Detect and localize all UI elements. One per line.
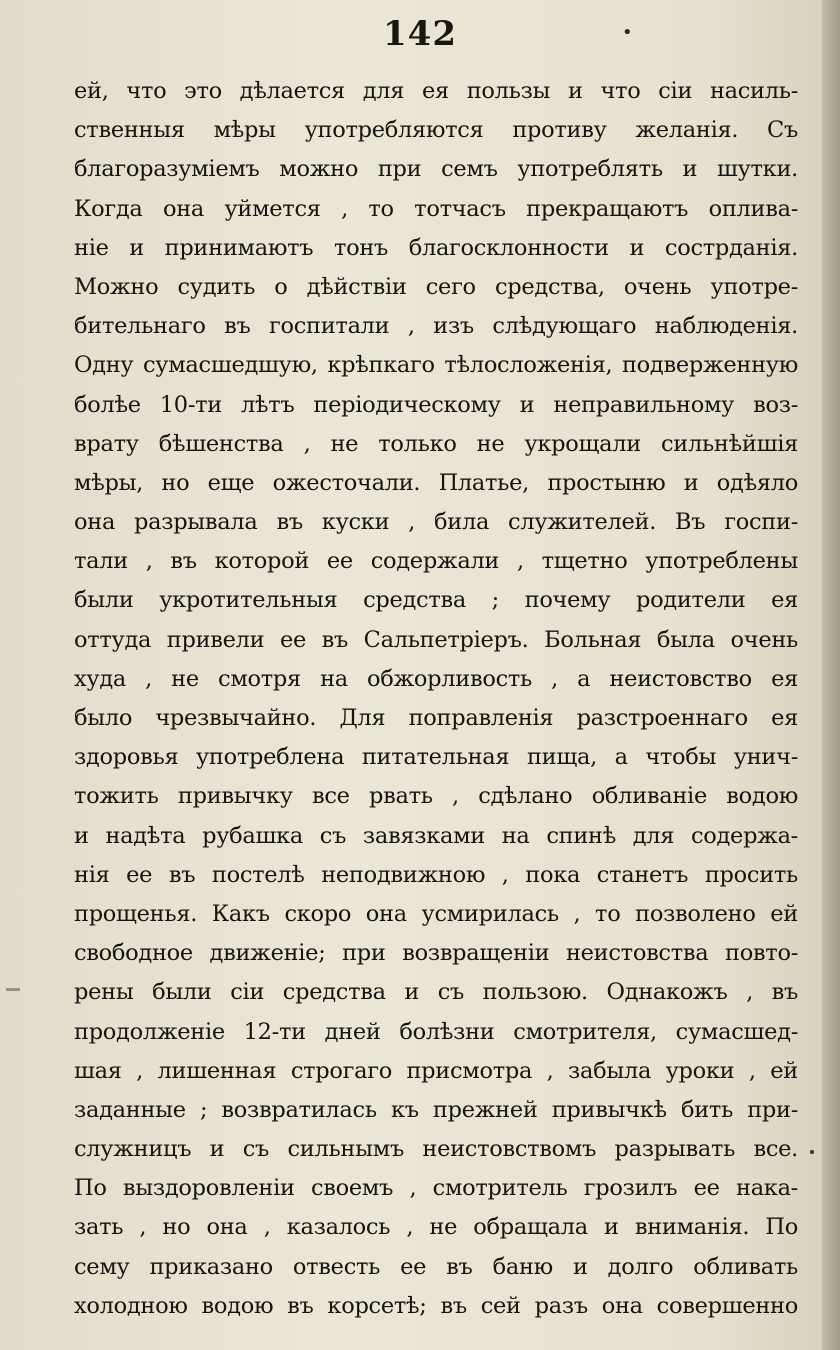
text-line: здоровья употреблена питательная пища, а чтобы унич- xyxy=(74,744,798,771)
page-number: 142 xyxy=(383,14,457,54)
text-line: холодною водою въ корсетѣ; въ сей разъ она совершенно xyxy=(74,1292,798,1319)
text-line: болѣе 10-ти лѣтъ періодическому и неправильному воз- xyxy=(74,391,798,418)
margin-dot xyxy=(810,1150,814,1154)
body-text xyxy=(74,72,798,1326)
text-line: сему приказано отвесть ее въ баню и долго обливать xyxy=(74,1253,798,1280)
text-line: было чрезвычайно. Для поправленія разстроеннаго ея xyxy=(74,705,798,731)
text-line: худа , не смотря на обжорливость , а неистовство ея xyxy=(74,665,798,692)
text-line: зать , но она , казалось , не обращала и вниманія. По xyxy=(74,1214,798,1241)
text-line: оттуда привели ее въ Сальпетріеръ. Больная была очень xyxy=(74,626,798,653)
text-line: благоразуміемъ можно при семъ употреблять и шутки. xyxy=(74,156,798,183)
text-line: Можно судить о дѣйствіи сего средства, очень употре- xyxy=(74,273,798,300)
text-line: Когда она уймется , то тотчасъ прекращаютъ оплива- xyxy=(74,195,798,222)
text-line: По выздоровленіи своемъ , смотритель грозилъ ее нака- xyxy=(74,1175,798,1202)
text-line: были укротительныя средства ; почему родители ея xyxy=(74,587,798,614)
text-line: служницъ и съ сильнымъ неистовствомъ разрывать все. xyxy=(74,1136,798,1163)
text-line: тали , въ которой ее содержали , тщетно употреблены xyxy=(74,548,798,575)
text-line: тожить привычку все рвать , сдѣлано обливаніе водою xyxy=(74,783,798,810)
text-line: заданные ; возвратилась къ прежней привычкѣ бить при- xyxy=(74,1096,798,1123)
text-line: и надѣта рубашка съ завязками на спинѣ для содержа- xyxy=(74,822,798,849)
text-line: врату бѣшенства , не только не укрощали сильнѣйшія xyxy=(74,430,798,457)
text-line: Одну сумасшедшую, крѣпкаго тѣлосложенія, подверженную xyxy=(74,352,798,379)
text-line: бительнаго въ госпитали , изъ слѣдующаго наблюденія. xyxy=(74,313,798,340)
text-line: ніе и принимаютъ тонъ благосклонности и сострданія. xyxy=(74,234,798,261)
text-line: прощенья. Какъ скоро она усмирилась , то позволено ей xyxy=(74,900,798,927)
margin-mark xyxy=(6,988,20,991)
text-line: шая , лишенная строгаго присмотра , забыла уроки , ей xyxy=(74,1057,798,1084)
text-line: продолженіе 12-ти дней болѣзни смотрителя, сумасшед- xyxy=(74,1018,798,1045)
text-line: нія ее въ постелѣ неподвижною , пока станетъ просить xyxy=(74,861,798,888)
text-line: она разрывала въ куски , била служителей. Въ госпи- xyxy=(74,509,798,536)
text-line: рены были сіи средства и съ пользою. Однакожъ , въ xyxy=(74,979,798,1006)
page-edge-shadow xyxy=(822,0,840,1350)
text-line: ей, что это дѣлается для ея пользы и что сіи насиль- xyxy=(74,78,798,104)
text-line: мѣры, но еще ожесточали. Платье, простыню и одѣяло xyxy=(74,469,798,496)
text-line: ственныя мѣры употребляются противу желанія. Съ xyxy=(74,117,798,144)
text-line: свободное движеніе; при возвращеніи неистовства повто- xyxy=(74,940,798,967)
header-mark: • xyxy=(622,22,633,43)
